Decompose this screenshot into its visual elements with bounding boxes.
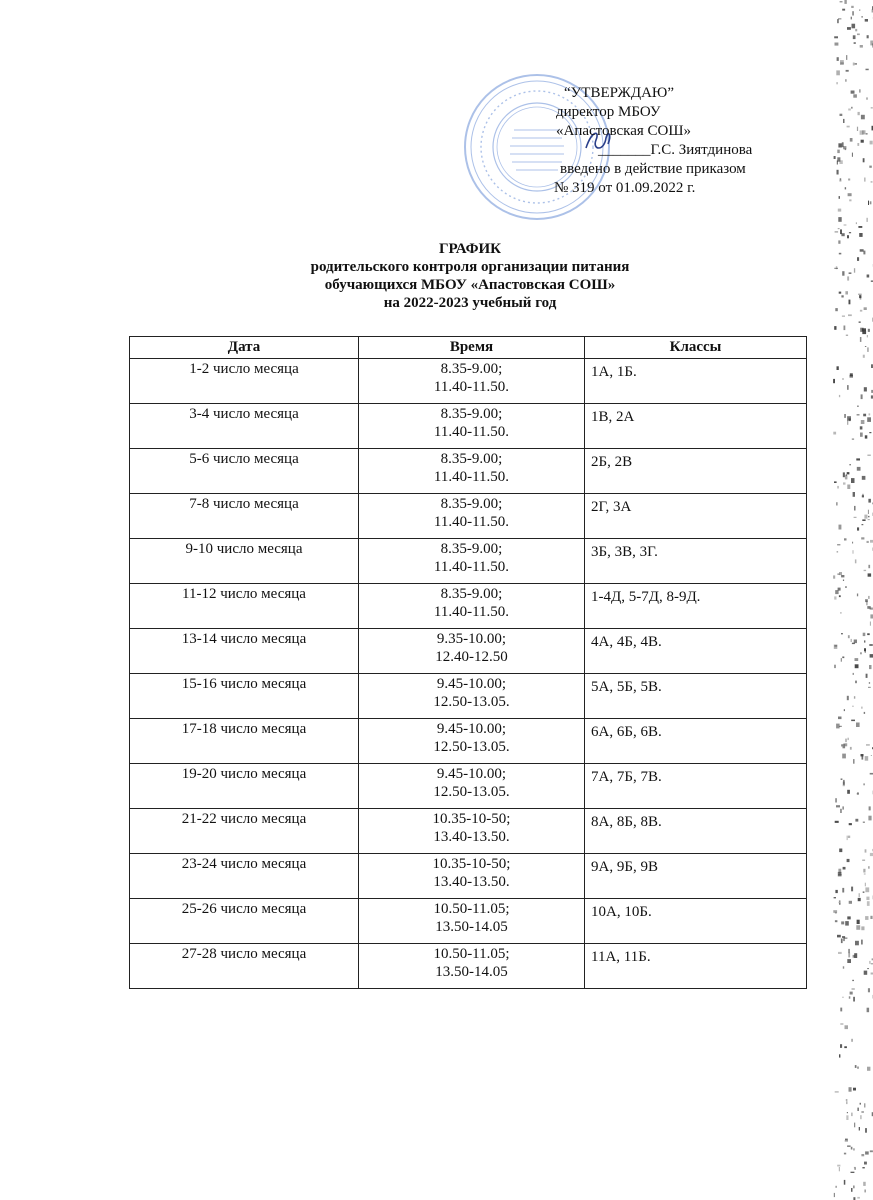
cell-date: 15-16 число месяца bbox=[130, 674, 359, 719]
time-slot-2: 11.40-11.50. bbox=[433, 559, 510, 575]
cell-date: 9-10 число месяца bbox=[130, 539, 359, 584]
cell-time bbox=[359, 449, 585, 494]
time-slot-2: 13.40-13.50. bbox=[433, 874, 510, 890]
cell-time bbox=[359, 629, 585, 674]
cell-classes: 8А, 8Б, 8В. bbox=[585, 809, 807, 854]
cell-classes: 5А, 5Б, 5В. bbox=[585, 674, 807, 719]
time-slot-2: 12.50-13.05. bbox=[433, 784, 510, 800]
table-row bbox=[130, 899, 807, 944]
cell-date: 19-20 число месяца bbox=[130, 764, 359, 809]
cell-time bbox=[359, 899, 585, 944]
approval-signatory: _______Г.С. Зиятдинова bbox=[598, 142, 753, 158]
table-row bbox=[130, 809, 807, 854]
cell-classes: 4А, 4Б, 4В. bbox=[585, 629, 807, 674]
approval-school: «Апастовская СОШ» bbox=[556, 123, 692, 139]
time-slot-1: 9.45-10.00; bbox=[436, 676, 507, 692]
cell-date: 11-12 число месяца bbox=[130, 584, 359, 629]
table-row bbox=[130, 764, 807, 809]
time-slot-1: 8.35-9.00; bbox=[440, 541, 503, 557]
table-row bbox=[130, 539, 807, 584]
time-slot-1: 9.45-10.00; bbox=[436, 721, 507, 737]
time-slot-2: 11.40-11.50. bbox=[433, 604, 510, 620]
cell-classes: 10А, 10Б. bbox=[585, 899, 807, 944]
cell-date: 27-28 число месяца bbox=[130, 944, 359, 989]
cell-date: 5-6 число месяца bbox=[130, 449, 359, 494]
header-classes: Классы bbox=[585, 337, 807, 359]
table-row bbox=[130, 404, 807, 449]
time-slot-2: 13.40-13.50. bbox=[433, 829, 510, 845]
schedule-table bbox=[129, 336, 807, 989]
time-slot-2: 11.40-11.50. bbox=[433, 469, 510, 485]
time-slot-2: 11.40-11.50. bbox=[433, 379, 510, 395]
table-row bbox=[130, 449, 807, 494]
table-row bbox=[130, 494, 807, 539]
time-slot-1: 8.35-9.00; bbox=[440, 451, 503, 467]
table-row bbox=[130, 629, 807, 674]
time-slot-1: 9.45-10.00; bbox=[436, 766, 507, 782]
header-date: Дата bbox=[130, 337, 359, 359]
table-row bbox=[130, 944, 807, 989]
cell-classes: 6А, 6Б, 6В. bbox=[585, 719, 807, 764]
cell-time bbox=[359, 494, 585, 539]
cell-classes: 2Г, 3А bbox=[585, 494, 807, 539]
time-slot-2: 11.40-11.50. bbox=[433, 424, 510, 440]
time-slot-1: 10.50-11.05; bbox=[433, 901, 510, 917]
cell-time bbox=[359, 764, 585, 809]
time-slot-2: 13.50-14.05 bbox=[435, 919, 508, 935]
time-slot-1: 8.35-9.00; bbox=[440, 586, 503, 602]
approval-heading: “УТВЕРЖДАЮ” bbox=[564, 85, 675, 101]
cell-time bbox=[359, 404, 585, 449]
title-subtitle: родительского контроля организации питания bbox=[310, 259, 630, 275]
cell-time bbox=[359, 944, 585, 989]
time-slot-2: 11.40-11.50. bbox=[433, 514, 510, 530]
header-time: Время bbox=[359, 337, 585, 359]
cell-time bbox=[359, 719, 585, 764]
time-slot-1: 8.35-9.00; bbox=[440, 361, 503, 377]
cell-time bbox=[359, 809, 585, 854]
cell-time bbox=[359, 854, 585, 899]
table-row bbox=[130, 359, 807, 404]
time-slot-2: 12.50-13.05. bbox=[433, 694, 510, 710]
time-slot-2: 12.50-13.05. bbox=[433, 739, 510, 755]
cell-date: 13-14 число месяца bbox=[130, 629, 359, 674]
title-year: на 2022-2023 учебный год bbox=[383, 295, 557, 311]
cell-time bbox=[359, 539, 585, 584]
cell-classes: 1-4Д, 5-7Д, 8-9Д. bbox=[585, 584, 807, 629]
approval-position: директор МБОУ bbox=[556, 104, 661, 120]
cell-date: 25-26 число месяца bbox=[130, 899, 359, 944]
table-row bbox=[130, 584, 807, 629]
title-main: ГРАФИК bbox=[438, 241, 502, 257]
table-row bbox=[130, 674, 807, 719]
cell-classes: 1В, 2А bbox=[585, 404, 807, 449]
cell-time bbox=[359, 359, 585, 404]
scan-edge-noise bbox=[813, 0, 873, 1200]
approval-order-number: № 319 от 01.09.2022 г. bbox=[554, 180, 696, 196]
cell-classes: 3Б, 3В, 3Г. bbox=[585, 539, 807, 584]
cell-classes: 2Б, 2В bbox=[585, 449, 807, 494]
document-title bbox=[200, 240, 740, 312]
table-row bbox=[130, 719, 807, 764]
time-slot-1: 8.35-9.00; bbox=[440, 496, 503, 512]
cell-date: 21-22 число месяца bbox=[130, 809, 359, 854]
approval-order-text: введено в действие приказом bbox=[560, 161, 746, 177]
cell-time bbox=[359, 584, 585, 629]
time-slot-1: 9.35-10.00; bbox=[436, 631, 507, 647]
table-row bbox=[130, 854, 807, 899]
time-slot-2: 12.40-12.50 bbox=[435, 649, 508, 665]
time-slot-1: 10.35-10-50; bbox=[432, 811, 511, 827]
cell-date: 7-8 число месяца bbox=[130, 494, 359, 539]
approval-block bbox=[556, 84, 856, 198]
time-slot-1: 10.35-10-50; bbox=[432, 856, 511, 872]
cell-date: 23-24 число месяца bbox=[130, 854, 359, 899]
time-slot-2: 13.50-14.05 bbox=[435, 964, 508, 980]
cell-classes: 7А, 7Б, 7В. bbox=[585, 764, 807, 809]
cell-classes: 1А, 1Б. bbox=[585, 359, 807, 404]
cell-classes: 9А, 9Б, 9В bbox=[585, 854, 807, 899]
cell-classes: 11А, 11Б. bbox=[585, 944, 807, 989]
time-slot-1: 10.50-11.05; bbox=[433, 946, 510, 962]
cell-date: 3-4 число месяца bbox=[130, 404, 359, 449]
title-organization: обучающихся МБОУ «Апастовская СОШ» bbox=[324, 277, 616, 293]
table-header-row bbox=[130, 337, 807, 359]
cell-time bbox=[359, 674, 585, 719]
cell-date: 1-2 число месяца bbox=[130, 359, 359, 404]
time-slot-1: 8.35-9.00; bbox=[440, 406, 503, 422]
cell-date: 17-18 число месяца bbox=[130, 719, 359, 764]
